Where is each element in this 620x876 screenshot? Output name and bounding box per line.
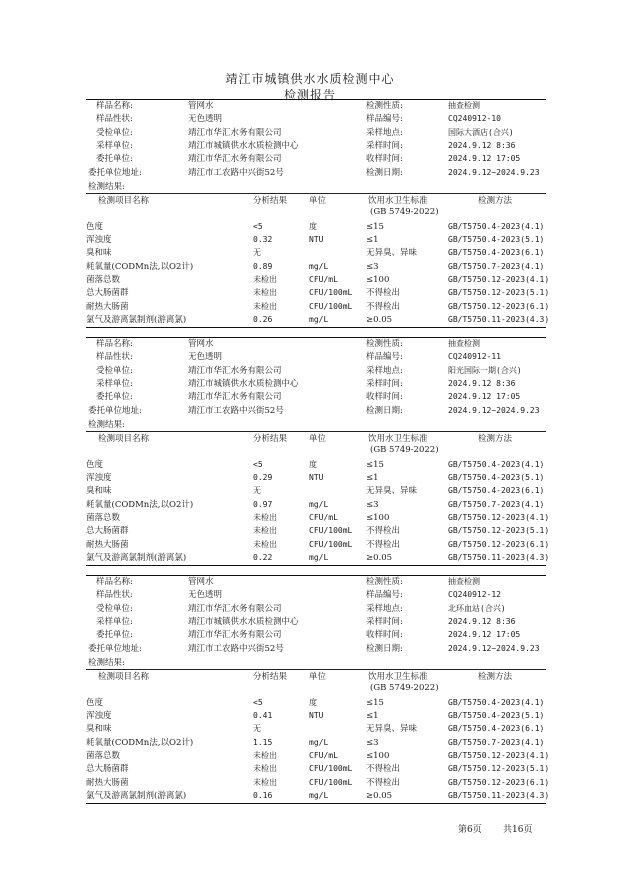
row-unit: CFU/100mL: [309, 301, 353, 311]
col-header-unit: 单位: [309, 671, 327, 682]
row-item: 耐热大肠菌: [86, 539, 129, 550]
section-bottom-rule: [86, 565, 546, 566]
row-method: GB/T5750.4-2023(4.1): [448, 697, 545, 707]
section-top-rule: [86, 99, 546, 100]
col-header-item: 检测项目名称: [98, 195, 150, 206]
section-bottom-rule: [86, 327, 546, 328]
sample-name-value: 管网水: [188, 339, 214, 349]
row-item: 耗氧量(CODMn法,以O2计): [86, 499, 194, 510]
row-standard: ≤15: [366, 459, 384, 470]
row-method: GB/T5750.4-2023(5.1): [448, 235, 545, 245]
header-top-rule: [86, 193, 546, 194]
row-result: 未检出: [253, 539, 277, 549]
row-standard: 不得检出: [366, 301, 401, 312]
entrusting-unit-label: 委托单位:: [96, 392, 133, 403]
col-header-method: 检测方法: [478, 671, 513, 682]
sample-nature-value: 无色透明: [188, 352, 223, 363]
row-standard: 不得检出: [366, 764, 401, 775]
sample-no-value: CQ240912-10: [448, 114, 501, 124]
sampling-unit-label: 采样单位:: [96, 140, 133, 151]
test-date-value: 2024.9.12~2024.9.23: [448, 643, 540, 653]
sampling-site-label: 采样地点:: [366, 365, 403, 376]
row-result: <5: [253, 221, 263, 231]
col-header-standard: 饮用水卫生标准: [368, 671, 428, 682]
row-standard: ≤15: [366, 221, 384, 232]
sampling-unit-value: 靖江市城镇供水水质检测中心: [188, 616, 299, 627]
row-unit: CFU/100mL: [309, 539, 353, 549]
sample-nature-label: 样品性状:: [96, 352, 133, 363]
sample-name-label: 样品名称:: [96, 339, 133, 349]
row-result: 0.22: [253, 552, 273, 562]
sample-name-value: 管网水: [188, 577, 214, 587]
row-standard: ≥0.05: [366, 314, 393, 325]
row-method: GB/T5750.11-2023(4.3): [448, 314, 550, 324]
row-method: GB/T5750.12-2023(6.1): [448, 777, 550, 787]
col-header-item: 检测项目名称: [98, 671, 150, 682]
sampling-time-value: 2024.9.12 8:36: [448, 140, 516, 150]
page-total: 共16页: [503, 825, 533, 835]
receive-time-label: 收样时间:: [366, 630, 403, 641]
receiving-unit-value: 靖江市华汇水务有限公司: [188, 365, 282, 376]
sample-no-value: CQ240912-11: [448, 352, 501, 362]
row-result: 1.15: [253, 737, 273, 747]
header-top-rule: [86, 669, 546, 670]
sampling-time-label: 采样时间:: [366, 616, 403, 627]
row-standard: ≤100: [366, 513, 390, 523]
sampling-time-label: 采样时间:: [366, 378, 403, 389]
col-header-method: 检测方法: [478, 195, 513, 206]
row-standard: 不得检出: [366, 288, 401, 299]
row-result: 未检出: [253, 777, 277, 787]
row-result: 0.29: [253, 473, 273, 483]
row-item: 耐热大肠菌: [86, 777, 129, 788]
test-date-label: 检测日期:: [366, 167, 403, 178]
row-method: GB/T5750.7-2023(4.1): [448, 737, 545, 747]
entrusting-unit-value: 靖江市华汇水务有限公司: [188, 392, 282, 403]
entrusting-address-value: 靖江市工农路中兴街52号: [188, 405, 284, 416]
row-standard: ≤1: [366, 711, 379, 722]
sampling-unit-label: 采样单位:: [96, 378, 133, 389]
row-unit: mg/L: [309, 552, 329, 562]
col-header-standard-ref: (GB 5749-2022): [370, 206, 439, 217]
row-method: GB/T5750.12-2023(4.1): [448, 751, 550, 760]
row-method: GB/T5750.4-2023(5.1): [448, 473, 545, 483]
row-unit: CFU/mL: [309, 751, 338, 760]
sample-nature-value: 无色透明: [188, 114, 223, 125]
sampling-site-value: 阳光国际一期(合兴): [448, 365, 522, 375]
row-method: GB/T5750.11-2023(4.3): [448, 790, 550, 800]
row-standard: ≤3: [366, 499, 379, 510]
row-item: 总大肠菌群: [86, 288, 129, 299]
sample-no-label: 样品编号:: [366, 352, 403, 363]
test-date-value: 2024.9.12~2024.9.23: [448, 405, 540, 415]
col-header-result: 分析结果: [253, 433, 288, 444]
row-standard: 不得检出: [366, 539, 401, 550]
row-result: 未检出: [253, 764, 277, 774]
row-unit: CFU/100mL: [309, 526, 353, 536]
row-method: GB/T5750.12-2023(4.1): [448, 275, 550, 284]
row-item: 氯气及游离氯制剂(游离氯): [86, 790, 187, 801]
test-date-value: 2024.9.12~2024.9.23: [448, 167, 540, 177]
col-header-result: 分析结果: [253, 195, 288, 206]
sampling-site-label: 采样地点:: [366, 603, 403, 614]
row-item: 臭和味: [86, 248, 112, 259]
row-result: 未检出: [253, 301, 277, 311]
row-result: 0.41: [253, 711, 273, 721]
row-unit: CFU/mL: [309, 275, 338, 284]
row-unit: NTU: [309, 473, 324, 483]
row-unit: CFU/100mL: [309, 288, 353, 298]
row-standard: ≤1: [366, 473, 379, 484]
sample-name-label: 样品名称:: [96, 577, 133, 587]
row-method: GB/T5750.7-2023(4.1): [448, 261, 545, 271]
entrusting-address-value: 靖江市工农路中兴街52号: [188, 167, 284, 178]
sampling-time-value: 2024.9.12 8:36: [448, 378, 516, 388]
receiving-unit-label: 受检单位:: [96, 127, 133, 138]
row-item: 色度: [86, 697, 104, 708]
col-header-standard: 饮用水卫生标准: [368, 195, 428, 206]
row-unit: mg/L: [309, 737, 329, 747]
sample-name-label: 样品名称:: [96, 101, 133, 111]
row-item: 浑浊度: [86, 473, 112, 484]
row-result: <5: [253, 697, 263, 707]
row-result: 0.16: [253, 790, 273, 800]
receiving-unit-label: 受检单位:: [96, 603, 133, 614]
results-label: 检测结果:: [88, 657, 125, 668]
row-item: 耐热大肠菌: [86, 301, 129, 312]
row-item: 菌落总数: [86, 275, 121, 285]
row-standard: 无异臭、异味: [366, 724, 418, 735]
test-date-label: 检测日期:: [366, 643, 403, 654]
row-method: GB/T5750.12-2023(5.1): [448, 764, 550, 774]
sampling-site-label: 采样地点:: [366, 127, 403, 138]
row-result: 未检出: [253, 526, 277, 536]
row-result: 未检出: [253, 751, 277, 760]
col-header-result: 分析结果: [253, 671, 288, 682]
col-header-standard-ref: (GB 5749-2022): [370, 444, 439, 455]
sample-name-value: 管网水: [188, 101, 214, 111]
row-result: 0.26: [253, 314, 273, 324]
row-method: GB/T5750.11-2023(4.3): [448, 552, 550, 562]
row-method: GB/T5750.4-2023(4.1): [448, 459, 545, 469]
row-standard: 无异臭、异味: [366, 248, 418, 259]
col-header-standard: 饮用水卫生标准: [368, 433, 428, 444]
row-standard: 无异臭、异味: [366, 486, 418, 497]
col-header-unit: 单位: [309, 433, 327, 444]
sample-nature-label: 样品性状:: [96, 590, 133, 601]
sample-no-value: CQ240912-12: [448, 590, 501, 600]
sample-nature-label: 样品性状:: [96, 114, 133, 125]
section-bottom-rule: [86, 803, 546, 804]
row-item: 菌落总数: [86, 513, 121, 523]
row-unit: 度: [309, 697, 317, 707]
row-unit: 度: [309, 221, 317, 231]
row-method: GB/T5750.4-2023(6.1): [448, 486, 545, 496]
row-item: 氯气及游离氯制剂(游离氯): [86, 314, 187, 325]
row-result: 无: [253, 248, 261, 258]
receiving-unit-label: 受检单位:: [96, 365, 133, 376]
row-method: GB/T5750.7-2023(4.1): [448, 499, 545, 509]
row-unit: mg/L: [309, 790, 329, 800]
section-top-rule: [86, 575, 546, 576]
report-title: 检测报告: [283, 88, 336, 102]
row-result: 未检出: [253, 275, 277, 284]
sampling-time-label: 采样时间:: [366, 140, 403, 151]
entrusting-unit-label: 委托单位:: [96, 630, 133, 641]
receive-time-label: 收样时间:: [366, 154, 403, 165]
receiving-unit-value: 靖江市华汇水务有限公司: [188, 603, 282, 614]
page-number: 第6页: [458, 825, 482, 835]
sampling-unit-value: 靖江市城镇供水水质检测中心: [188, 378, 299, 389]
sample-no-label: 样品编号:: [366, 114, 403, 125]
sample-nature-value: 无色透明: [188, 590, 223, 601]
entrusting-address-label: 委托单位地址:: [88, 643, 142, 654]
row-result: 无: [253, 724, 261, 734]
row-standard: ≤100: [366, 751, 390, 761]
row-standard: 不得检出: [366, 777, 401, 788]
test-nature-value: 抽查检测: [448, 101, 480, 110]
col-header-method: 检测方法: [478, 433, 513, 444]
row-standard: ≤15: [366, 697, 384, 708]
test-date-label: 检测日期:: [366, 405, 403, 416]
row-item: 臭和味: [86, 486, 112, 497]
row-result: 0.97: [253, 499, 273, 509]
row-method: GB/T5750.4-2023(6.1): [448, 248, 545, 258]
row-method: GB/T5750.12-2023(4.1): [448, 513, 550, 522]
row-item: 耗氧量(CODMn法,以O2计): [86, 261, 194, 272]
row-method: GB/T5750.12-2023(6.1): [448, 539, 550, 549]
row-item: 色度: [86, 221, 104, 232]
row-method: GB/T5750.4-2023(6.1): [448, 724, 545, 734]
row-unit: CFU/100mL: [309, 764, 353, 774]
receive-time-label: 收样时间:: [366, 392, 403, 403]
row-method: GB/T5750.12-2023(6.1): [448, 301, 550, 311]
test-nature-label: 检测性质:: [366, 339, 403, 349]
entrusting-address-label: 委托单位地址:: [88, 167, 142, 178]
entrusting-address-label: 委托单位地址:: [88, 405, 142, 416]
receive-time-value: 2024.9.12 17:05: [448, 154, 521, 164]
row-item: 氯气及游离氯制剂(游离氯): [86, 552, 187, 563]
entrusting-unit-value: 靖江市华汇水务有限公司: [188, 630, 282, 641]
row-unit: CFU/mL: [309, 513, 338, 522]
header-top-rule: [86, 431, 546, 432]
receive-time-value: 2024.9.12 17:05: [448, 630, 521, 640]
entrusting-unit-label: 委托单位:: [96, 154, 133, 165]
receiving-unit-value: 靖江市华汇水务有限公司: [188, 127, 282, 138]
test-nature-label: 检测性质:: [366, 101, 403, 111]
row-unit: 度: [309, 459, 317, 469]
row-item: 总大肠菌群: [86, 526, 129, 537]
row-result: 未检出: [253, 288, 277, 298]
row-item: 耗氧量(CODMn法,以O2计): [86, 737, 194, 748]
test-nature-value: 抽查检测: [448, 339, 480, 348]
sampling-unit-value: 靖江市城镇供水水质检测中心: [188, 140, 299, 151]
row-item: 总大肠菌群: [86, 764, 129, 775]
sampling-unit-label: 采样单位:: [96, 616, 133, 627]
row-standard: ≤1: [366, 235, 379, 246]
row-method: GB/T5750.4-2023(4.1): [448, 221, 545, 231]
row-standard: ≤3: [366, 261, 379, 272]
sample-no-label: 样品编号:: [366, 590, 403, 601]
row-item: 臭和味: [86, 724, 112, 735]
row-result: 0.89: [253, 261, 273, 271]
row-standard: ≥0.05: [366, 552, 393, 563]
row-result: 未检出: [253, 513, 277, 522]
test-nature-label: 检测性质:: [366, 577, 403, 587]
row-unit: CFU/100mL: [309, 777, 353, 787]
test-nature-value: 抽查检测: [448, 577, 480, 586]
row-item: 色度: [86, 459, 104, 470]
row-unit: mg/L: [309, 314, 329, 324]
row-standard: ≥0.05: [366, 790, 393, 801]
section-top-rule: [86, 337, 546, 338]
row-standard: ≤3: [366, 737, 379, 748]
row-unit: NTU: [309, 711, 324, 721]
receive-time-value: 2024.9.12 17:05: [448, 392, 521, 402]
row-method: GB/T5750.12-2023(5.1): [448, 526, 550, 536]
row-method: GB/T5750.4-2023(5.1): [448, 711, 545, 721]
row-unit: mg/L: [309, 261, 329, 271]
row-item: 浑浊度: [86, 235, 112, 246]
results-label: 检测结果:: [88, 181, 125, 192]
sampling-site-value: 北环血站(合兴): [448, 603, 506, 613]
row-method: GB/T5750.12-2023(5.1): [448, 288, 550, 298]
row-item: 菌落总数: [86, 751, 121, 761]
row-result: 0.32: [253, 235, 273, 245]
row-result: 无: [253, 486, 261, 496]
row-item: 浑浊度: [86, 711, 112, 722]
results-label: 检测结果:: [88, 419, 125, 430]
col-header-item: 检测项目名称: [98, 433, 150, 444]
row-unit: mg/L: [309, 499, 329, 509]
entrusting-address-value: 靖江市工农路中兴街52号: [188, 643, 284, 654]
col-header-unit: 单位: [309, 195, 327, 206]
report-organization-title: 靖江市城镇供水水质检测中心: [225, 72, 395, 86]
row-standard: 不得检出: [366, 526, 401, 537]
sampling-time-value: 2024.9.12 8:36: [448, 616, 516, 626]
row-result: <5: [253, 459, 263, 469]
col-header-standard-ref: (GB 5749-2022): [370, 682, 439, 693]
row-unit: NTU: [309, 235, 324, 245]
entrusting-unit-value: 靖江市华汇水务有限公司: [188, 154, 282, 165]
row-standard: ≤100: [366, 275, 390, 285]
sampling-site-value: 国际大酒店(合兴): [448, 127, 514, 137]
